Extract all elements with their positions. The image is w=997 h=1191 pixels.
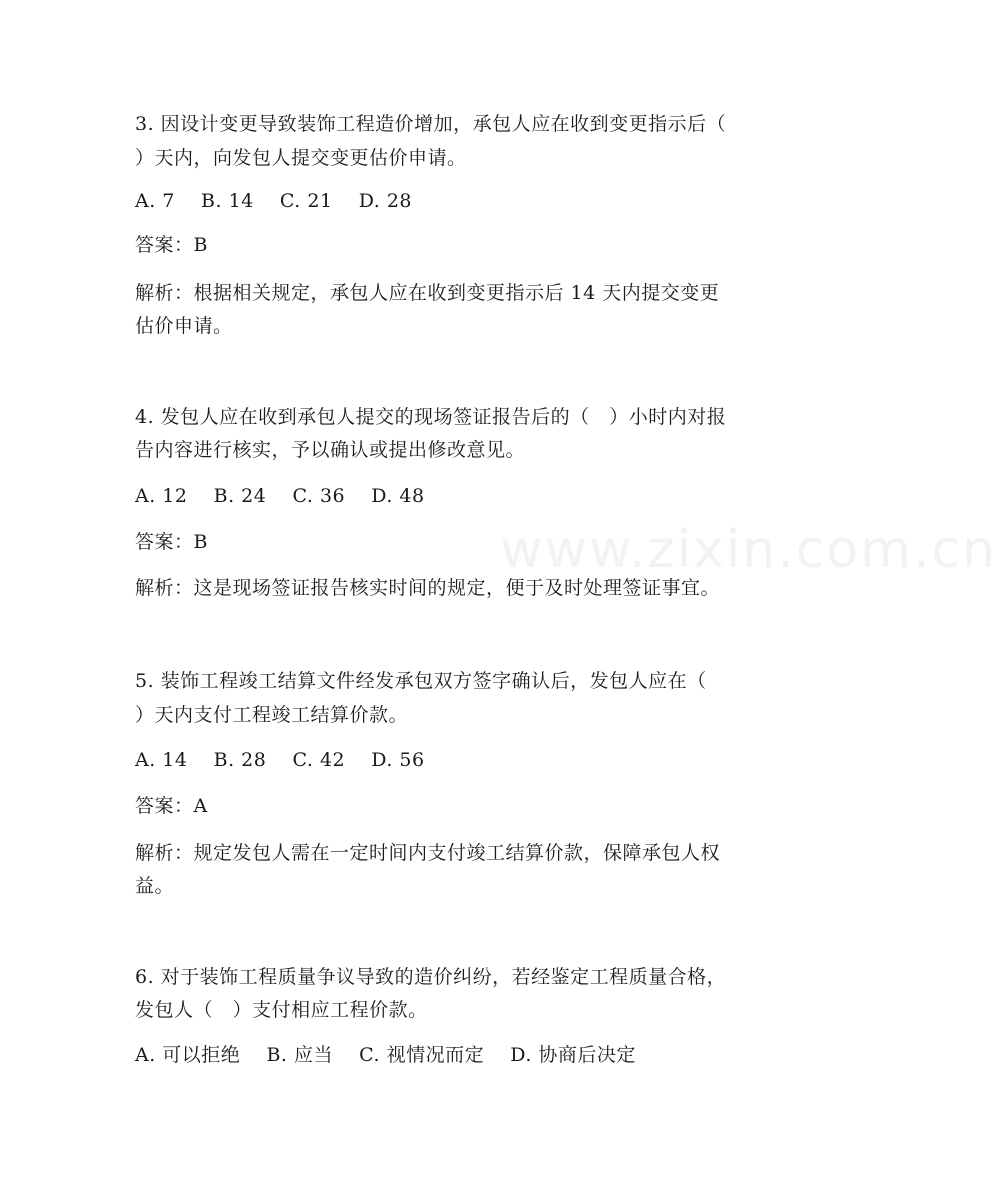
question-3-answer: 答案：B [135,234,208,256]
question-3-analysis-line-2: 估价申请。 [135,315,233,337]
question-6-stem-line-1: 6. 对于装饰工程质量争议导致的造价纠纷，若经鉴定工程质量合格， [135,966,727,988]
question-5-stem-line-1: 5. 装饰工程竣工结算文件经发承包双方签字确认后，发包人应在（ [135,670,707,692]
question-5-answer: 答案：A [135,795,208,817]
question-4-answer: 答案：B [135,531,208,553]
question-5-analysis-line-1: 解析：规定发包人需在一定时间内支付竣工结算价款，保障承包人权 [135,842,721,864]
question-4-analysis-line-1: 解析：这是现场签证报告核实时间的规定，便于及时处理签证事宜。 [135,577,721,599]
question-5-stem-line-2: ）天内支付工程竣工结算价款。 [135,704,409,726]
question-3-stem-line-2: ）天内，向发包人提交变更估价申请。 [135,147,467,169]
question-3-options: A. 7 B. 14 C. 21 D. 28 [135,190,413,212]
question-4-stem-line-1: 4. 发包人应在收到承包人提交的现场签证报告后的（ ）小时内对报 [135,406,727,428]
question-3-analysis-line-1: 解析：根据相关规定，承包人应在收到变更指示后 14 天内提交变更 [135,282,720,304]
question-4-options: A. 12 B. 24 C. 36 D. 48 [135,485,425,507]
question-3-stem-line-1: 3. 因设计变更导致装饰工程造价增加，承包人应在收到变更指示后（ [135,113,727,135]
question-5-analysis-line-2: 益。 [135,875,175,897]
question-4-stem-line-2: 告内容进行核实，予以确认或提出修改意见。 [135,439,526,461]
question-5-options: A. 14 B. 28 C. 42 D. 56 [135,749,425,771]
question-6-options: A. 可以拒绝 B. 应当 C. 视情况而定 D. 协商后决定 [135,1044,636,1066]
question-6-stem-line-2: 发包人（ ）支付相应工程价款。 [135,999,428,1021]
watermark: www.zixin.com.cn [500,520,997,580]
